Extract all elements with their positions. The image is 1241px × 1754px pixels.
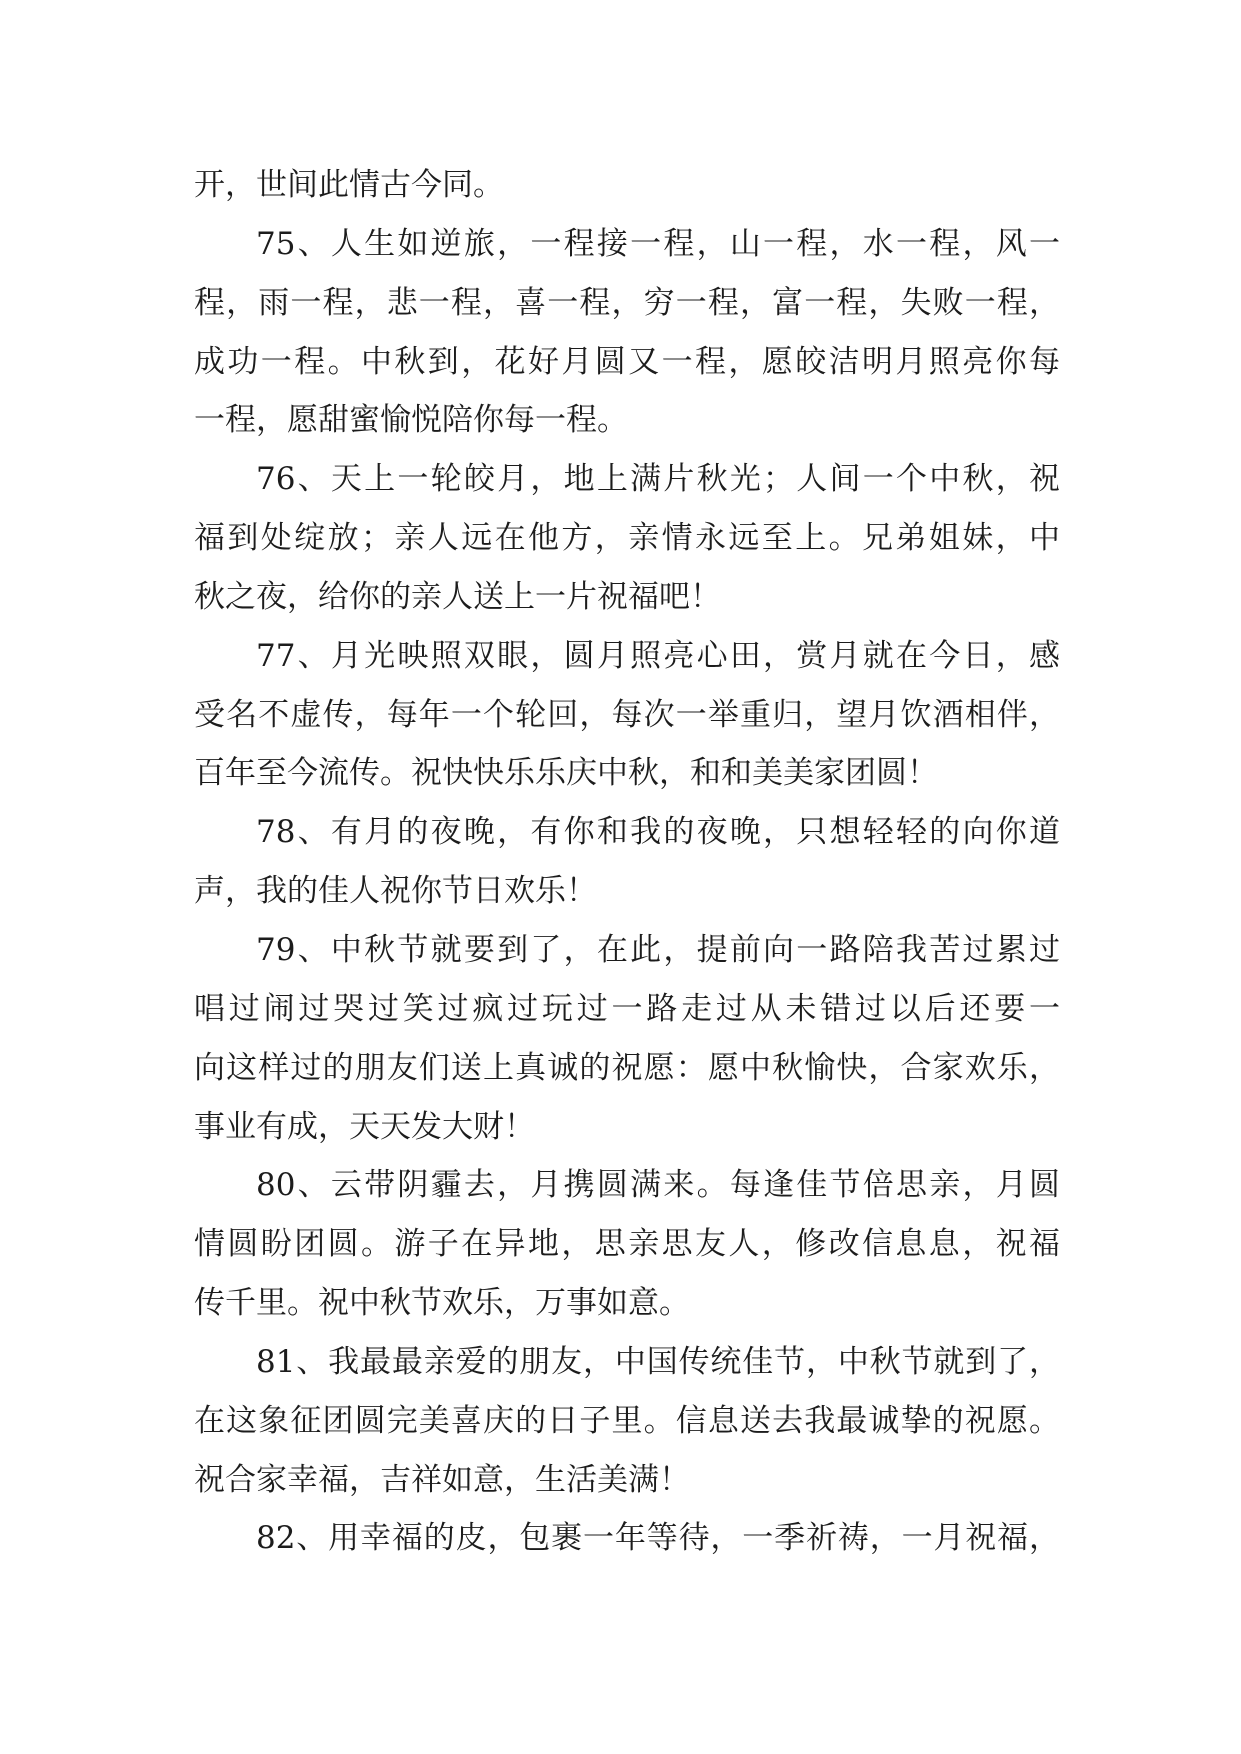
paragraph-line: 79、中秋节就要到了，在此，提前向一路陪我苦过累过 xyxy=(256,931,1060,968)
paragraph-line: 一程，愿甜蜜愉悦陪你每一程。 xyxy=(194,402,628,439)
paragraph-line: 福到处绽放；亲人远在他方，亲情永远至上。兄弟姐妹，中 xyxy=(194,520,1060,557)
paragraph-line: 81、我最最亲爱的朋友，中国传统佳节，中秋节就到了， xyxy=(256,1343,1060,1380)
paragraph-75 xyxy=(194,215,1060,450)
paragraph-77 xyxy=(194,627,1060,804)
paragraph-continued xyxy=(194,156,1060,215)
paragraph-line: 唱过闹过哭过笑过疯过玩过一路走过从未错过以后还要一 xyxy=(194,990,1060,1027)
paragraph-81 xyxy=(194,1333,1060,1510)
paragraph-line: 秋之夜，给你的亲人送上一片祝福吧！ xyxy=(194,578,721,615)
paragraph-80 xyxy=(194,1156,1060,1333)
paragraph-line: 传千里。祝中秋节欢乐，万事如意。 xyxy=(194,1285,690,1322)
paragraph-line: 76、天上一轮皎月，地上满片秋光；人间一个中秋，祝 xyxy=(256,461,1060,498)
paragraph-line: 成功一程。中秋到，花好月圆又一程，愿皎洁明月照亮你每 xyxy=(194,343,1060,380)
paragraph-line: 82、用幸福的皮，包裹一年等待，一季祈祷，一月祝福， xyxy=(256,1520,1060,1557)
paragraph-line: 受名不虚传，每年一个轮回，每次一举重归，望月饮酒相伴， xyxy=(194,696,1060,733)
paragraph-line: 开，世间此情古今同。 xyxy=(194,167,504,203)
paragraph-line: 程，雨一程，悲一程，喜一程，穷一程，富一程，失败一程， xyxy=(194,284,1060,321)
body-text xyxy=(194,156,1060,1568)
paragraph-line: 事业有成，天天发大财！ xyxy=(194,1108,535,1145)
paragraph-line: 百年至今流传。祝快快乐乐庆中秋，和和美美家团圆！ xyxy=(194,755,938,792)
paragraph-79 xyxy=(194,921,1060,1156)
paragraph-line: 80、云带阴霾去，月携圆满来。每逢佳节倍思亲，月圆 xyxy=(256,1167,1060,1204)
paragraph-line: 向这样过的朋友们送上真诚的祝愿：愿中秋愉快，合家欢乐， xyxy=(194,1049,1060,1086)
paragraph-line: 在这象征团圆完美喜庆的日子里。信息送去我最诚挚的祝愿。 xyxy=(194,1402,1060,1439)
paragraph-line: 声，我的佳人祝你节日欢乐！ xyxy=(194,873,597,910)
paragraph-line: 75、人生如逆旅，一程接一程，山一程，水一程，风一 xyxy=(256,225,1060,262)
paragraph-78 xyxy=(194,803,1060,921)
paragraph-line: 77、月光映照双眼，圆月照亮心田，赏月就在今日，感 xyxy=(256,637,1060,674)
paragraph-line: 情圆盼团圆。游子在异地，思亲思友人，修改信息息，祝福 xyxy=(194,1226,1060,1263)
paragraph-76 xyxy=(194,450,1060,627)
paragraph-82 xyxy=(194,1509,1060,1568)
paragraph-line: 78、有月的夜晚，有你和我的夜晚，只想轻轻的向你道 xyxy=(256,814,1060,851)
paragraph-line: 祝合家幸福，吉祥如意，生活美满！ xyxy=(194,1461,690,1498)
